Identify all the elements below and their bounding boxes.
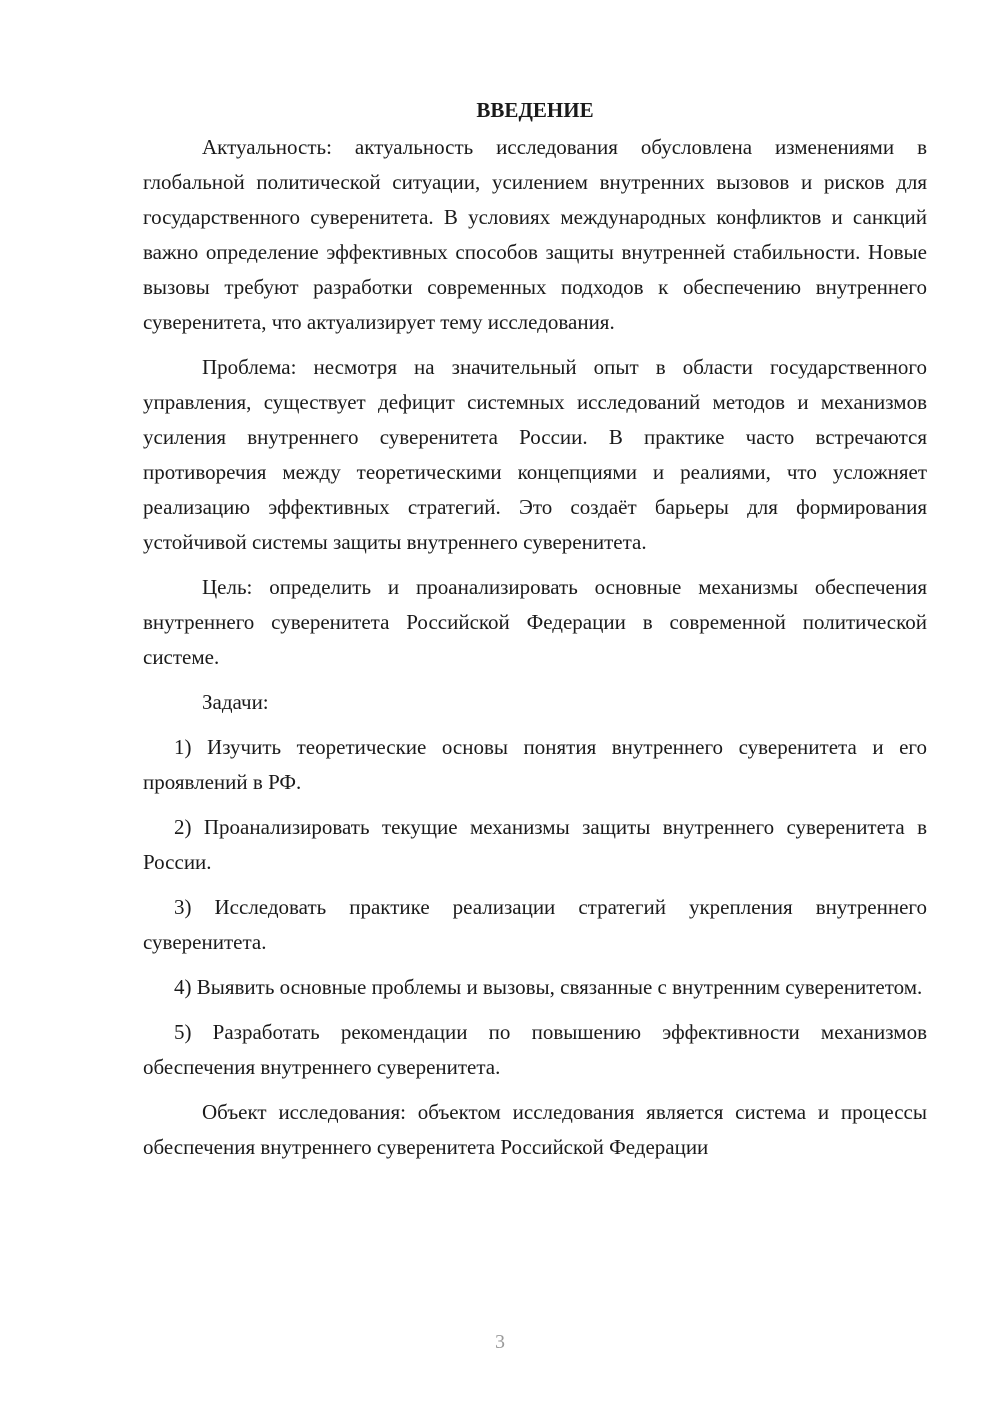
section-heading: ВВЕДЕНИЕ <box>476 98 594 122</box>
page-number: 3 <box>495 1331 505 1353</box>
paragraph-goal: Цель: определить и проанализировать основные механизмы обеспечения внутреннего суверенитета Российской Федерации в современной политической системе. <box>143 575 927 669</box>
paragraph-tasks-label: Задачи: <box>202 690 269 714</box>
paragraph-relevance: Актуальность: актуальность исследования обусловлена изменениями в глобальной политической ситуации, усилением внутренних вызовов и рисков для государственного суверенитета. В условиях международных конфликтов и санкций важно определение эффективных способов защиты внутренней стабильности. Новые вызовы требуют разработки современных подходов к обеспечению внутреннего суверенитета, что актуализирует тему исследования. <box>143 135 927 334</box>
task-item-4: 4) Выявить основные проблемы и вызовы, связанные с внутренним суверенитетом. <box>174 975 923 999</box>
paragraph-problem: Проблема: несмотря на значительный опыт в области государственного управления, существует дефицит системных исследований методов и механизмов усиления внутреннего суверенитета России. В практике часто встречаются противоречия между теоретическими концепциями и реалиями, что усложняет реализацию эффективных стратегий. Это создаёт барьеры для формирования устойчивой системы защиты внутреннего суверенитета. <box>143 355 927 554</box>
task-item-1: 1) Изучить теоретические основы понятия внутреннего суверенитета и его проявлений в РФ. <box>143 735 927 794</box>
document-page <box>143 92 927 1175</box>
task-item-2: 2) Проанализировать текущие механизмы защиты внутреннего суверенитета в России. <box>143 815 927 874</box>
paragraph-research-object: Объект исследования: объектом исследования является система и процессы обеспечения внутреннего суверенитета Российской Федерации <box>143 1100 927 1159</box>
task-item-3: 3) Исследовать практике реализации стратегий укрепления внутреннего суверенитета. <box>143 895 927 954</box>
task-item-5: 5) Разработать рекомендации по повышению эффективности механизмов обеспечения внутреннего суверенитета. <box>143 1020 927 1079</box>
